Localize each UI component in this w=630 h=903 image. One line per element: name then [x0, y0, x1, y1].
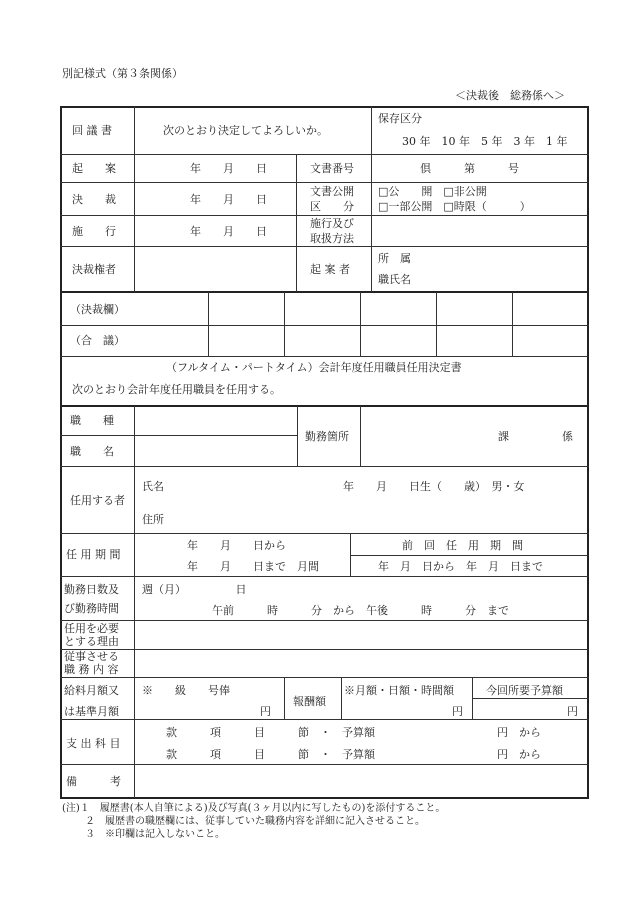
kessai-date[interactable]: 年 月 日 — [190, 193, 267, 206]
shokumei-label: 職 名 — [70, 445, 114, 458]
houshu-label: 報酬額 — [293, 695, 326, 708]
gaku-yen: 円 — [452, 705, 463, 718]
kakari-label: 係 — [562, 430, 573, 443]
decision-intro: 次のとおり会計年度任用職員を任用する。 — [72, 383, 281, 396]
note-3: ３ ※印欄は記入しないこと。 — [85, 829, 225, 840]
kiansha-label: 起 案 者 — [310, 263, 350, 276]
shozoku-label: 所 属 — [378, 252, 411, 265]
decision-title: （フルタイム・パートタイム）会計年度任用職員任用決定書 — [166, 361, 462, 374]
shiko-houhou-label-1: 施行及び — [310, 217, 354, 230]
zenkai-value[interactable]: 年 月 日から 年 月 日まで — [378, 560, 543, 573]
koukai-label-2: 区 分 — [310, 200, 354, 213]
note-2: ２ 履歴書の職歴欄には、従事していた職務内容を詳細に記入させること。 — [85, 816, 425, 827]
jusho-label: 住所 — [142, 513, 164, 526]
shokushimei-label: 職氏名 — [378, 273, 411, 286]
shiko-label: 施 行 — [72, 225, 116, 238]
kairan-label: 回 議 書 — [72, 124, 112, 137]
kyuyo-text[interactable]: ※ 級 号俸 — [142, 684, 230, 697]
zenkai-label: 前 回 任 用 期 間 — [402, 539, 523, 552]
bunsho-bango-label: 文書番号 — [310, 162, 354, 175]
kikan-to[interactable]: 年 月 日まで 月間 — [187, 560, 319, 573]
routing-note: ＜決裁後 総務係へ＞ — [455, 89, 565, 102]
koukai-option-row-2[interactable]: □一部公開 □時限（ ） — [378, 200, 531, 213]
nissu-label-2: び勤務時間 — [64, 602, 119, 615]
koukai-option-row-1[interactable]: □公 開 □非公開 — [378, 185, 487, 198]
shiko-date[interactable]: 年 月 日 — [190, 225, 267, 238]
jikan-text[interactable]: 午前 時 分 から 午後 時 分 まで — [212, 604, 509, 617]
hozon-options[interactable]: 30 年 10 年 5 年 3 年 1 年 — [402, 135, 568, 148]
shu-text[interactable]: 週（月） 日 — [142, 583, 247, 596]
kian-date[interactable]: 年 月 日 — [190, 162, 267, 175]
note-1: (注)１ 履歴書(本人自筆による)及び写真(３ヶ月以内に写したもの)を添付すること。 — [62, 803, 446, 814]
kamoku-line-2[interactable]: 款 項 目 節 ・ 予算額 — [166, 748, 375, 761]
form-label: 別記様式（第３条関係） — [62, 67, 183, 80]
ninyou-sha-label: 任用する者 — [70, 494, 125, 507]
aigi-label: （合 議） — [70, 334, 125, 347]
gaku-label: ※月額・日額・時間額 — [344, 684, 454, 697]
naiyou-label-1: 従事させる — [64, 650, 119, 663]
kessairan-label: （決裁欄） — [70, 303, 125, 316]
shokushu-label: 職 種 — [70, 414, 114, 427]
kessai-label: 決 裁 — [72, 193, 116, 206]
riyu-label-1: 任用を必要 — [64, 622, 119, 635]
kyuyo-label-2: は基準月額 — [64, 705, 119, 718]
shimei-label: 氏名 — [142, 480, 164, 493]
kikan-label: 任 用 期 間 — [66, 548, 121, 561]
riyu-label-2: とする理由 — [64, 635, 119, 648]
biko-label: 備 考 — [66, 775, 121, 788]
shiko-houhou-label-2: 取扱方法 — [310, 232, 354, 245]
hozon-label: 保存区分 — [378, 112, 422, 125]
kinmu-label: 勤務箇所 — [305, 430, 349, 443]
kyuyo-label-1: 給料月額又 — [64, 684, 119, 697]
kamoku-yen-2: 円 から — [497, 748, 541, 761]
kessaiken-label: 決裁権者 — [72, 263, 116, 276]
bunsho-bango-value[interactable]: 倶 第 号 — [420, 162, 519, 175]
yosan-label: 今回所要予算額 — [486, 684, 563, 697]
kamoku-line-1[interactable]: 款 項 目 節 ・ 予算額 — [166, 726, 375, 739]
ka-label: 課 — [498, 430, 509, 443]
naiyou-label-2: 職 務 内 容 — [64, 663, 119, 676]
shishutsu-label: 支 出 科 目 — [66, 737, 121, 750]
kairan-text: 次のとおり決定してよろしいか。 — [163, 124, 328, 137]
kyuyo-yen: 円 — [260, 705, 271, 718]
yosan-yen: 円 — [567, 705, 578, 718]
kian-label: 起 案 — [72, 162, 116, 175]
nissu-label-1: 勤務日数及 — [64, 583, 119, 596]
kamoku-yen-1: 円 から — [497, 726, 541, 739]
kikan-from[interactable]: 年 月 日から — [187, 539, 286, 552]
birth-text[interactable]: 年 月 日生（ 歳） 男・女 — [343, 480, 525, 493]
koukai-label-1: 文書公開 — [310, 185, 354, 198]
